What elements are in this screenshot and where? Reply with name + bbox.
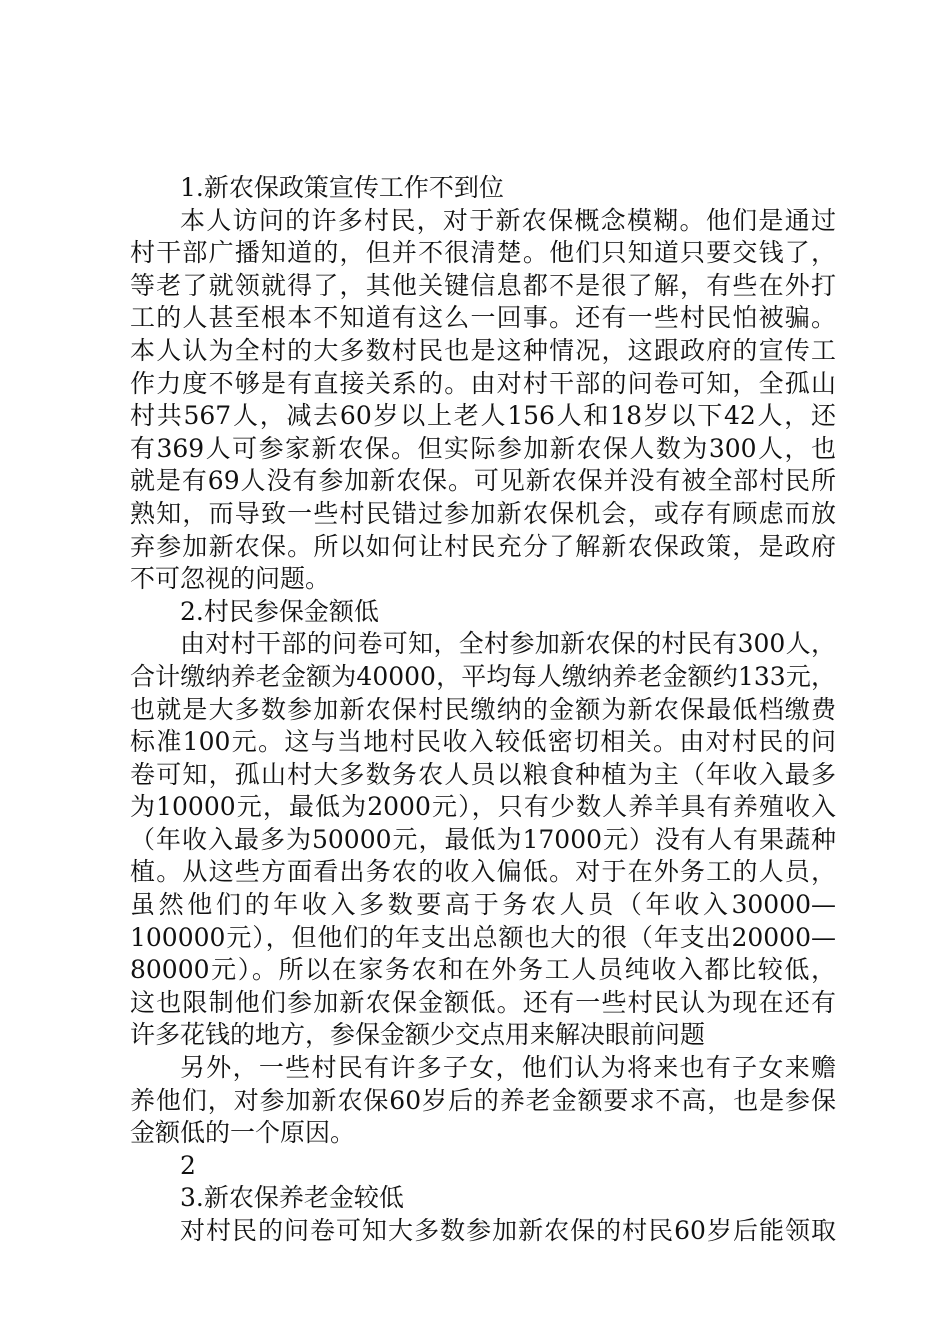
para-1-line: 熟知，而导致一些村民错过参加新农保机会，或存有顾虑而放: [130, 498, 836, 528]
heading-2: 2.村民参保金额低: [180, 596, 379, 626]
para-1-line: 弃参加新农保。所以如何让村民充分了解新农保政策，是政府: [130, 531, 836, 561]
document-page: [130, 172, 836, 1248]
para-2-line: 虽然他们的年收入多数要高于务农人员（年收入30000—: [130, 890, 836, 920]
para-2-line: 许多花钱的地方，参保金额少交点用来解决眼前问题: [130, 1020, 706, 1050]
para-2-line: 由对村干部的问卷可知，全村参加新农保的村民有300人，: [180, 629, 836, 659]
para-1-line: 本人认为全村的大多数村民也是这种情况，这跟政府的宣传工: [130, 335, 836, 365]
para-2-line: 合计缴纳养老金额为40000，平均每人缴纳养老金额约133元，: [130, 661, 836, 691]
para-3-line: 养他们，对参加新农保60岁后的养老金额要求不高，也是参保: [130, 1085, 836, 1115]
para-1-line: 本人访问的许多村民，对于新农保概念模糊。他们是通过: [180, 205, 836, 235]
para-1-line: 就是有69人没有参加新农保。可见新农保并没有被全部村民所: [130, 466, 836, 496]
para-1-line: 等老了就领就得了，其他关键信息都不是很了解，有些在外打: [130, 270, 836, 300]
para-2-line: 也就是大多数参加新农保村民缴纳的金额为新农保最低档缴费: [130, 694, 836, 724]
para-1-line: 村共567人，减去60岁以上老人156人和18岁以下42人，还: [130, 401, 836, 431]
para-2-line: 为10000元，最低为2000元），只有少数人养羊具有养殖收入: [130, 792, 836, 822]
para-1-line: 作力度不够是有直接关系的。由对村干部的问卷可知，全孤山: [130, 368, 836, 398]
para-1-line: 有369人可参家新农保。但实际参加新农保人数为300人，也: [130, 433, 836, 463]
para-2-line: 80000元）。所以在家务农和在外务工人员纯收入都比较低，: [130, 955, 836, 985]
para-2-line: 这也限制他们参加新农保金额低。还有一些村民认为现在还有: [130, 987, 836, 1017]
heading-3: 3.新农保养老金较低: [180, 1183, 404, 1213]
para-2-line: （年收入最多为50000元，最低为17000元）没有人有果蔬种: [130, 824, 836, 854]
para-2-line: 标准100元。这与当地村民收入较低密切相关。由对村民的问: [130, 727, 836, 757]
para-3-line: 另外，一些村民有许多子女，他们认为将来也有子女来赡: [180, 1053, 836, 1083]
para-2-line: 卷可知，孤山村大多数务农人员以粮食种植为主（年收入最多: [130, 759, 836, 789]
para-1-line: 村干部广播知道的，但并不很清楚。他们只知道只要交钱了，: [130, 238, 836, 268]
page-number: 2: [180, 1150, 196, 1180]
para-1-line: 不可忽视的问题。: [130, 564, 331, 594]
heading-1: 1.新农保政策宣传工作不到位: [180, 173, 504, 202]
para-1-line: 工的人甚至根本不知道有这么一回事。还有一些村民怕被骗。: [130, 303, 836, 333]
para-2-line: 植。从这些方面看出务农的收入偏低。对于在外务工的人员，: [130, 857, 836, 887]
para-2-line: 100000元），但他们的年支出总额也大的很（年支出20000—: [130, 922, 836, 952]
para-4-line: 对村民的问卷可知大多数参加新农保的村民60岁后能领取: [180, 1216, 836, 1245]
para-3-line: 金额低的一个原因。: [130, 1118, 356, 1148]
